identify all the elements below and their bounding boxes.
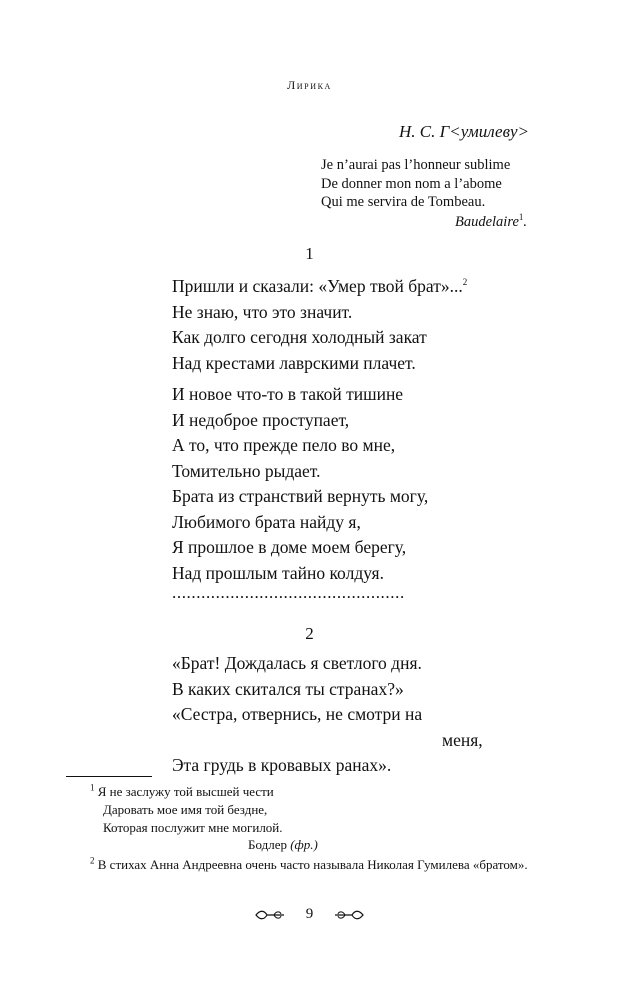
stanza [172, 382, 403, 484]
poem-line: Я прошлое в доме моем берегу, [172, 537, 407, 557]
footnote-author [248, 837, 318, 853]
poem-line: А то, что прежде пело во мне, [172, 435, 396, 455]
footnote-ref-1: 1 [518, 212, 524, 223]
footnote-1 [90, 783, 283, 837]
epigraph-line: De donner mon nom a l’abome [321, 175, 502, 192]
poem-line: Любимого брата найду я, [172, 511, 361, 532]
poem-line: И новое что-то в такой тишине [172, 384, 404, 404]
poem-line: «Брат! Дождалась я светлого дня. [172, 653, 422, 673]
poem-line [172, 274, 467, 300]
footnote-author-name: Бодлер [248, 837, 287, 852]
footnote-line [66, 857, 528, 872]
poem-line: Брата из странствий вернуть могу, [172, 486, 429, 506]
poem-line: Над прошлым тайно колдуя. [172, 562, 384, 583]
footnote-text: Я не заслужу той высшей чести [97, 784, 274, 799]
epigraph-author [455, 214, 527, 231]
footnote-line: Которая послужит мне могилой. [103, 820, 283, 835]
epigraph-author-name: Baudelaire [454, 214, 519, 230]
running-header: Лирика [287, 78, 332, 92]
stanza [172, 274, 467, 376]
footnote-line: Даровать мое имя той бездне, [103, 802, 268, 817]
footnote-lang: (фр.) [290, 837, 318, 852]
poem-line-text: Пришли и сказали: «Умер твой брат»... [172, 276, 463, 296]
left-ornament-icon [254, 908, 286, 922]
page-footer [0, 906, 619, 923]
poem-line: Как долго сегодня холодный закат [172, 327, 427, 347]
footnote-2 [66, 856, 546, 875]
poem-line: И недоброе проступает, [172, 409, 350, 430]
period: . [523, 214, 527, 230]
dotted-line: ................................................ [172, 583, 405, 602]
dedication: Н. С. Г<умилеву> [398, 122, 529, 141]
footnote-marker: 2 [90, 855, 95, 866]
poem-line: «Сестра, отвернись, не смотри на [172, 704, 423, 724]
footnote-line [90, 783, 283, 801]
poem-line: Над крестами лаврскими плачет. [172, 352, 416, 373]
footnote-rule [66, 776, 152, 777]
right-ornament-icon [333, 908, 365, 922]
page-number: 9 [305, 906, 314, 922]
poem-line: Томительно рыдает. [172, 460, 321, 481]
epigraph [321, 156, 510, 212]
section-number: 1 [305, 244, 314, 263]
epigraph-line: Qui me servira de Tombeau. [321, 194, 486, 210]
footnote-text: В стихах Анна Андреевна очень часто называла Николая Гумилева «братом». [97, 857, 528, 872]
stanza [172, 484, 428, 586]
poem-line: Эта грудь в кровавых ранах». [172, 755, 392, 775]
section-number: 2 [305, 624, 314, 643]
poem-line-continuation: меня, [442, 729, 483, 750]
stanza [172, 651, 483, 779]
footnote-ref-2: 2 [462, 277, 468, 288]
footnote-marker: 1 [90, 782, 95, 793]
epigraph-line: Je n’aurai pas l’honneur sublime [321, 157, 511, 173]
poem-line: Не знаю, что это значит. [172, 301, 353, 322]
poem-line: В каких скитался ты странах?» [172, 678, 404, 699]
